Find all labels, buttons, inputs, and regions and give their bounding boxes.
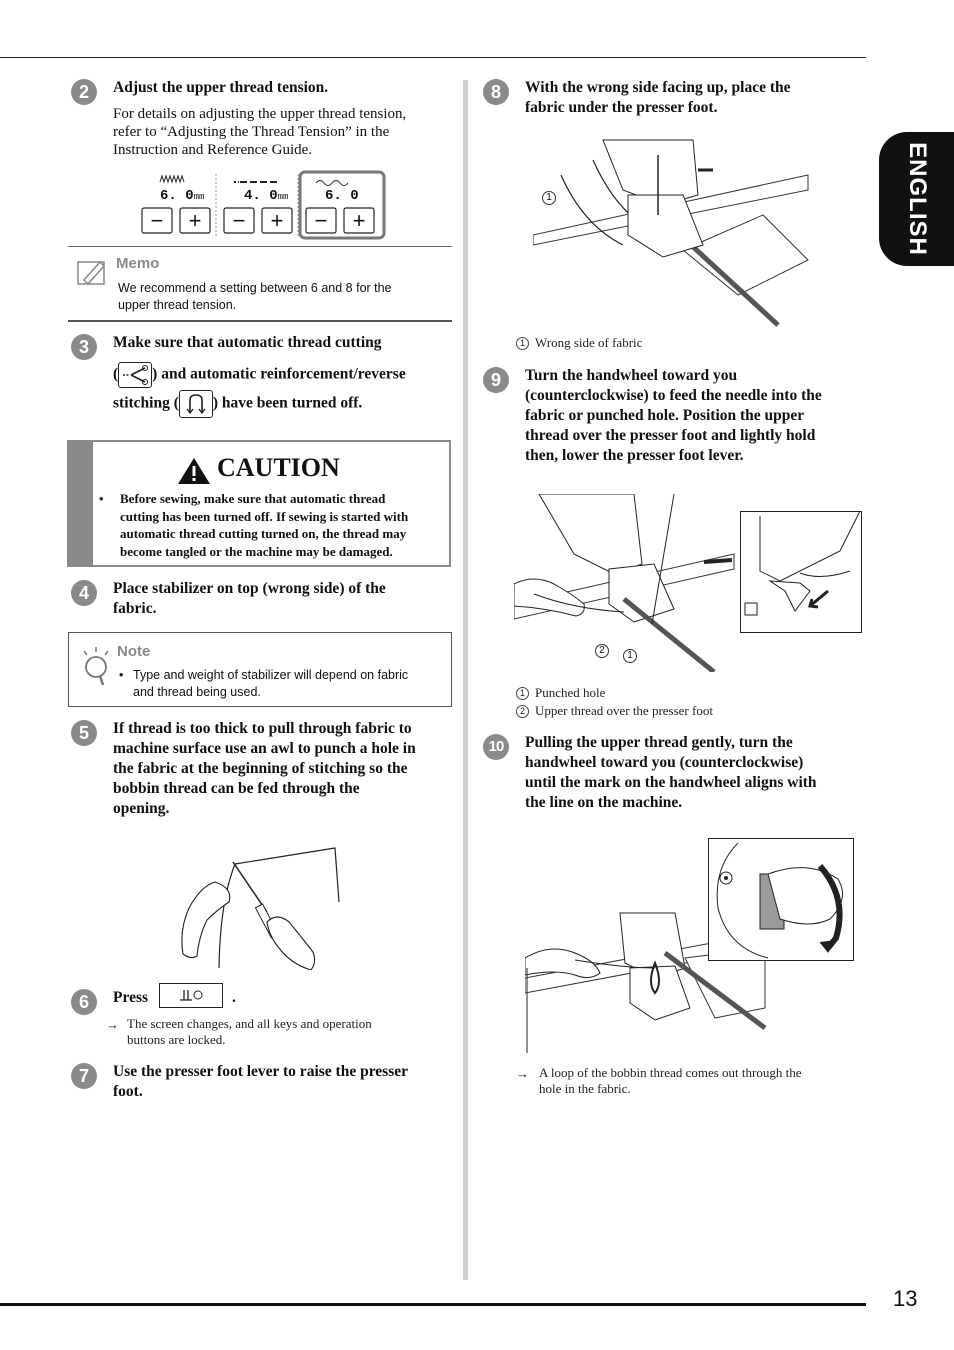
step-6-period: . <box>232 989 236 1006</box>
step-9-callout-2: 2 <box>595 644 609 658</box>
reverse-stitch-icon <box>180 391 212 417</box>
note-box <box>68 632 452 707</box>
tension-panel <box>140 170 390 240</box>
step-8-badge: 8 <box>483 79 509 105</box>
step-7-badge: 7 <box>71 1063 97 1089</box>
step-3-line-3: stitching ( ) have been turned off. <box>113 390 362 418</box>
bottom-rule <box>0 1303 866 1306</box>
scissors-icon <box>119 363 151 387</box>
warning-triangle-icon <box>177 456 211 486</box>
step-3-line-1: Make sure that automatic thread cutting <box>113 334 382 351</box>
step-2-title: Adjust the upper thread tension. <box>113 79 329 96</box>
step-3-line-2: ( ) and automatic reinforcement/reverse <box>113 362 406 388</box>
step-4-text: Place stabilizer on top (wrong side) of the fabric. <box>113 580 386 617</box>
step-10-text: Pulling the upper thread gently, turn the handwheel toward you (counterclockwise) until the mark on the handwheel aligns with the line on the machine. <box>525 734 817 811</box>
presser-lever-inset <box>740 511 862 633</box>
reinforcement-key <box>179 390 213 418</box>
tension-value-2: 4. 0mm <box>244 188 289 204</box>
step-10-result: A loop of the bobbin thread comes out through the hole in the fabric. <box>539 1065 802 1096</box>
tension-minus-2[interactable]: − <box>232 208 246 233</box>
memo-label: Memo <box>116 255 160 272</box>
memo-pencil-icon <box>76 256 108 288</box>
memo-bottom-rule <box>68 320 452 322</box>
caution-bullet: • <box>99 491 104 506</box>
note-text: Type and weight of stabilizer will depend on fabric and thread being used. <box>133 668 409 699</box>
lock-screen-icon <box>160 984 222 1007</box>
lock-key-button[interactable] <box>159 983 223 1008</box>
step-6-badge: 6 <box>71 989 97 1015</box>
column-divider <box>463 80 468 1280</box>
step-2-badge: 2 <box>71 79 97 105</box>
caution-title: CAUTION <box>217 453 340 482</box>
memo-top-rule <box>68 246 452 247</box>
step-9-caption-1: 1 Punched hole <box>516 684 605 702</box>
language-tab-label: ENGLISH <box>903 142 931 256</box>
caution-text: Before sewing, make sure that automatic thread cutting has been turned off. If sewing is started with automatic thread cutting turned on, the thread may become tangled or the machine may be damaged. <box>120 491 409 559</box>
needle-handwheel-illustration <box>514 494 736 672</box>
language-tab <box>879 132 954 266</box>
tension-value-3: 6. 0 <box>325 188 359 204</box>
step-4-badge: 4 <box>71 580 97 606</box>
step-6-press-label: Press <box>113 989 149 1006</box>
caution-side-bar <box>69 442 93 565</box>
step-9-text: Turn the handwheel toward you (counterclockwise) to feed the needle into the fabric or punched hole. Position the upper thread over the presser foot and lightly hold then, lower the presser foot lever. <box>525 367 822 464</box>
caution-box <box>67 440 451 567</box>
note-bullet: • <box>119 668 124 682</box>
step-10-badge: 10 <box>483 734 509 760</box>
step-2-body: For details on adjusting the upper thread tension, refer to “Adjusting the Thread Tension” in the Instruction and Reference Guide. <box>113 106 407 158</box>
top-rule <box>0 57 866 58</box>
fabric-under-foot-illustration <box>533 135 813 330</box>
tension-minus-1[interactable]: − <box>150 208 164 233</box>
step-10-result-arrow: → <box>516 1066 529 1081</box>
step-8-caption: 1 Wrong side of fabric <box>516 334 642 352</box>
thread-cutting-key <box>118 362 152 388</box>
tension-minus-3[interactable]: − <box>314 208 328 233</box>
tension-plus-2[interactable]: + <box>270 208 284 233</box>
step-5-badge: 5 <box>71 720 97 746</box>
awl-punching-illustration <box>175 842 345 970</box>
page-number: 13 <box>893 1286 918 1311</box>
step-5-text: If thread is too thick to pull through fabric to machine surface use an awl to punch a hole in the fabric at the beginning of stitching so the bobbin thread can be fed through the opening. <box>113 720 416 817</box>
step-8-text: With the wrong side facing up, place the fabric under the presser foot. <box>525 79 791 116</box>
handwheel-inset <box>708 838 854 961</box>
step-9-callout-1: 1 <box>623 649 637 663</box>
step-8-callout-1: 1 <box>542 191 556 205</box>
tension-value-1: 6. 0mm <box>160 188 205 204</box>
step-6-result: The screen changes, and all keys and operation buttons are locked. <box>127 1016 372 1047</box>
step-3-badge: 3 <box>71 334 97 360</box>
step-7-text: Use the presser foot lever to raise the presser foot. <box>113 1063 408 1100</box>
tension-plus-1[interactable]: + <box>188 208 202 233</box>
note-label: Note <box>117 643 151 660</box>
tension-plus-3[interactable]: + <box>352 208 366 233</box>
lightbulb-icon <box>79 645 113 689</box>
step-6-result-arrow: → <box>106 1017 119 1032</box>
step-9-badge: 9 <box>483 367 509 393</box>
step-9-caption-2: 2 Upper thread over the presser foot <box>516 702 713 720</box>
memo-text: We recommend a setting between 6 and 8 for the upper thread tension. <box>118 281 392 312</box>
